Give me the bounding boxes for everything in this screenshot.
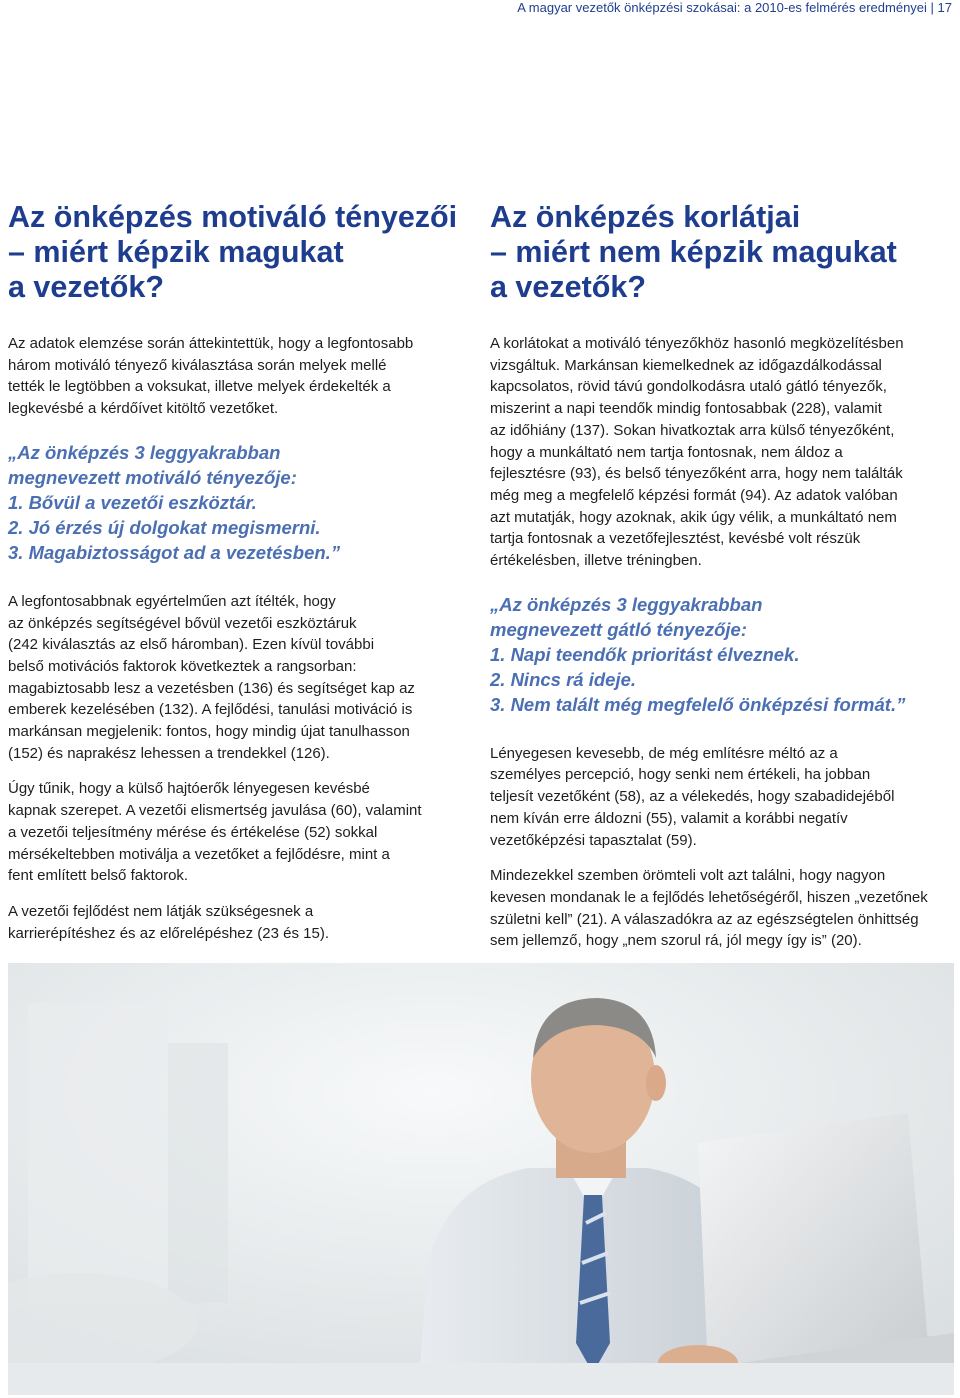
motivation-paragraph-3: Úgy tűnik, hogy a külső hajtóerők lényegesen kevésbé kapnak szerepet. A vezetői elismertség javulása (60), valamint a vezetői teljesítmény mérése és értékelése (52) sokkal mérsékeltebben motiválja a vezetőket a fejlődésre, mint a fent említett belső faktorok. [8,780,422,885]
motivation-pull-quote: „Az önképzés 3 leggyakrabban megnevezett motiváló tényezője: 1. Bővül a vezetői eszköztár. 2. Jó érzés új dolgokat megismerni. 3. Magabiztosságot ad a vezetésben.” [8,441,341,563]
barriers-paragraph-3: Mindezekkel szemben örömteli volt azt találni, hogy nagyon kevesen mondanak le a fejlődés lehetőségéről, hiszen „vezetőnek születni kell” (21). A válaszadókra az az egészségtelen önhittség sem jellemző, hogy „nem szorul rá, jól megy így is” (20). [490,867,928,950]
barriers-intro-paragraph: A korlátokat a motiváló tényezőkhöz hasonló megközelítésben vizsgáltuk. Markánsan kiemelkednek az időgazdálkodással kapcsolatos, rövid távú gondolkodásra utaló gátló tényezők, miszerint a napi teendők mindig fontosabbak (228), valamit az időhiány (137). Sokan hivatkoztak arra külső tényezőként, hogy a munkáltató nem tartja fontosnak, nem áldoz a fejlesztésre (93), és belső tényezőként arra, hogy nem találták még meg a megfelelő képzési formát (94). Az adatok valóban azt mutatják, hogy azoknak, akik úgy vélik, a munkáltató nem tartja fontosnak a vezetőfejlesztést, kevésbé volt részük értékelésben, illetve tréningben. [490,335,904,570]
motivation-intro-paragraph: Az adatok elemzése során áttekintettük, hogy a legfontosabb három motiváló tényező kiválasztása során melyek mellé tették le legtöbben a voksukat, illetve melyek érdekelték a legkevésbé a kérdőívet kitöltő vezetőket. [8,335,414,418]
motivation-paragraph-4: A vezetői fejlődést nem látják szükségesnek a karrierépítéshez és az előrelépéshez (23 és 15). [8,902,330,942]
businessman-laptop-photo [8,963,954,1395]
motivation-paragraph-2: A legfontosabbnak egyértelműen azt ítélték, hogy az önképzés segítségével bővül vezetői eszköztáruk (242 kiválasztás az első háromban). Ezen kívül további belső motivációs faktorok következtek a rangsorban: magabiztosabb lesz a vezetésben (136) és segítséget kap az emberek kezelésében (132). A fejlődési, tanulási motiváció is markánsan megjelenik: fontos, hogy mindig újat tanulhasson (152) és naprakész lehessen a trendekkel (126). [8,592,415,762]
motivation-heading: Az önképzés motiváló tényezői – miért képzik magukat a vezetők? [8,200,458,304]
barriers-pull-quote: „Az önképzés 3 leggyakrabban megnevezett gátló tényezője: 1. Napi teendők prioritást élveznek. 2. Nincs rá ideje. 3. Nem talált még megfelelő önképzési formát.” [490,593,906,715]
barriers-heading: Az önképzés korlátjai – miért nem képzik magukat a vezetők? [490,200,897,304]
barriers-paragraph-2: Lényegesen kevesebb, de még említésre méltó az a személyes percepció, hogy senki nem értékeli, ha jobban teljesít vezetőként (58), az a vélekedés, hogy szabadidejéből nem kíván erre áldozni (55), valamit a korábbi negatív vezetőképzési tapasztalat (59). [490,744,895,849]
left-column [8,200,470,958]
right-column [490,200,952,966]
running-header: A magyar vezetők önképzési szokásai: a 2010-es felmérés eredményei | 17 [517,0,952,15]
